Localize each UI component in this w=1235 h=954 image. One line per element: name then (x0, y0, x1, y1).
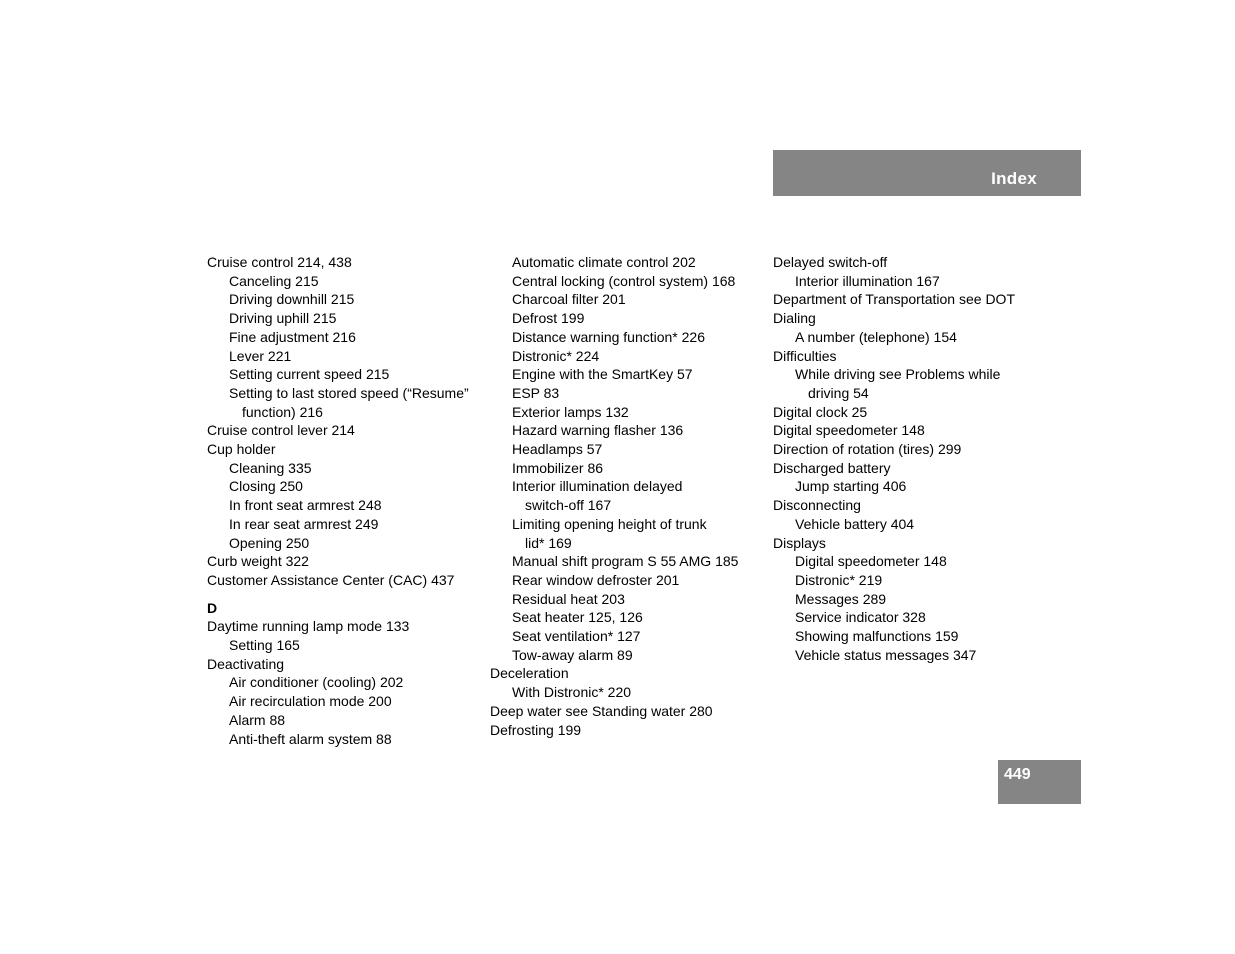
page-number: 449 (1004, 766, 1031, 783)
index-subentry: In rear seat armrest 249 (229, 515, 379, 532)
index-entry: Deactivating (207, 655, 285, 672)
index-subentry: With Distronic* 220 (512, 684, 632, 701)
index-subentry: Headlamps 57 (512, 441, 603, 458)
index-subentry: function) 216 (242, 403, 323, 420)
index-subentry: lid* 169 (525, 534, 572, 551)
index-subentry: Defrost 199 (512, 310, 585, 327)
index-subentry: Residual heat 203 (512, 590, 625, 607)
index-entry: Disconnecting (773, 497, 861, 514)
index-subentry: Interior illumination 167 (795, 272, 940, 289)
index-subentry: Alarm 88 (229, 711, 286, 728)
index-entry: Digital clock 25 (773, 403, 868, 420)
index-subentry: Fine adjustment 216 (229, 328, 356, 345)
index-subentry: A number (telephone) 154 (795, 328, 957, 345)
index-entry: Curb weight 322 (207, 553, 309, 570)
page-title: Index (991, 169, 1037, 188)
index-subentry: Vehicle battery 404 (795, 515, 915, 532)
index-entry: Digital speedometer 148 (773, 422, 925, 439)
index-entry: Displays (773, 534, 826, 551)
index-subentry: Air conditioner (cooling) 202 (229, 674, 404, 691)
index-subentry: Rear window defroster 201 (512, 571, 680, 588)
index-entry: Direction of rotation (tires) 299 (773, 441, 962, 458)
index-column-1 (207, 253, 482, 748)
index-subentry: Hazard warning flasher 136 (512, 422, 684, 439)
index-subentry: Setting to last stored speed (“Resume” (229, 384, 469, 401)
index-subentry: Jump starting 406 (795, 478, 907, 495)
index-column-2 (490, 253, 765, 739)
index-subentry: Messages 289 (795, 590, 887, 607)
index-subentry: Distronic* 224 (512, 347, 600, 364)
index-entry: Cruise control lever 214 (207, 422, 355, 439)
index-entry: Department of Transportation see DOT (773, 291, 1015, 308)
index-subentry: Seat ventilation* 127 (512, 628, 641, 645)
index-entry: Deep water see Standing water 280 (490, 702, 713, 719)
index-subentry: Manual shift program S 55 AMG 185 (512, 553, 739, 570)
index-subentry: Setting 165 (229, 637, 300, 654)
index-subentry: Vehicle status messages 347 (795, 646, 977, 663)
index-subentry: Automatic climate control 202 (512, 254, 696, 270)
index-subentry: Setting current speed 215 (229, 366, 390, 383)
index-subentry: Air recirculation mode 200 (229, 693, 392, 710)
index-entry: Discharged battery (773, 459, 891, 476)
index-subentry: Anti-theft alarm system 88 (229, 730, 392, 747)
index-subentry: Showing malfunctions 159 (795, 628, 959, 645)
index-entry: Customer Assistance Center (CAC) 437 (207, 571, 455, 588)
index-entry: Cruise control 214, 438 (207, 254, 352, 270)
index-subentry: Limiting opening height of trunk (512, 515, 707, 532)
index-subentry: Driving uphill 215 (229, 310, 337, 327)
page-number-box (998, 760, 1081, 804)
index-subentry: Closing 250 (229, 478, 303, 495)
index-subentry: Central locking (control system) 168 (512, 272, 736, 289)
index-entry: Delayed switch-off (773, 254, 888, 270)
index-subentry: Driving downhill 215 (229, 291, 355, 308)
index-entry: Difficulties (773, 347, 837, 364)
index-subentry: Distronic* 219 (795, 571, 883, 588)
index-subentry: Distance warning function* 226 (512, 328, 706, 345)
index-subentry: driving 54 (808, 384, 869, 401)
index-subentry: Opening 250 (229, 534, 310, 551)
index-subentry: Seat heater 125, 126 (512, 609, 643, 626)
index-entry: Dialing (773, 310, 816, 327)
index-subentry: ESP 83 (512, 384, 560, 401)
index-subentry: In front seat armrest 248 (229, 497, 382, 514)
index-subentry: Tow-away alarm 89 (512, 646, 633, 663)
index-header-tab (773, 150, 1081, 196)
index-subentry: Lever 221 (229, 347, 292, 364)
index-subentry: Exterior lamps 132 (512, 403, 629, 420)
index-subentry: Service indicator 328 (795, 609, 926, 626)
index-entry: Daytime running lamp mode 133 (207, 618, 410, 635)
index-subentry: Digital speedometer 148 (795, 553, 947, 570)
index-subentry: Engine with the SmartKey 57 (512, 366, 693, 383)
index-entry: Deceleration (490, 665, 569, 682)
index-entry: Defrosting 199 (490, 721, 582, 738)
index-subentry: Charcoal filter 201 (512, 291, 626, 308)
index-subentry: Cleaning 335 (229, 459, 312, 476)
index-subentry: switch-off 167 (525, 497, 612, 514)
index-entry: Cup holder (207, 441, 276, 458)
index-column-3 (773, 253, 1048, 664)
index-letter-heading: D (207, 599, 218, 616)
index-subentry: Canceling 215 (229, 272, 319, 289)
index-subentry: While driving see Problems while (795, 366, 1001, 383)
index-subentry: Interior illumination delayed (512, 478, 683, 495)
index-subentry: Immobilizer 86 (512, 459, 604, 476)
